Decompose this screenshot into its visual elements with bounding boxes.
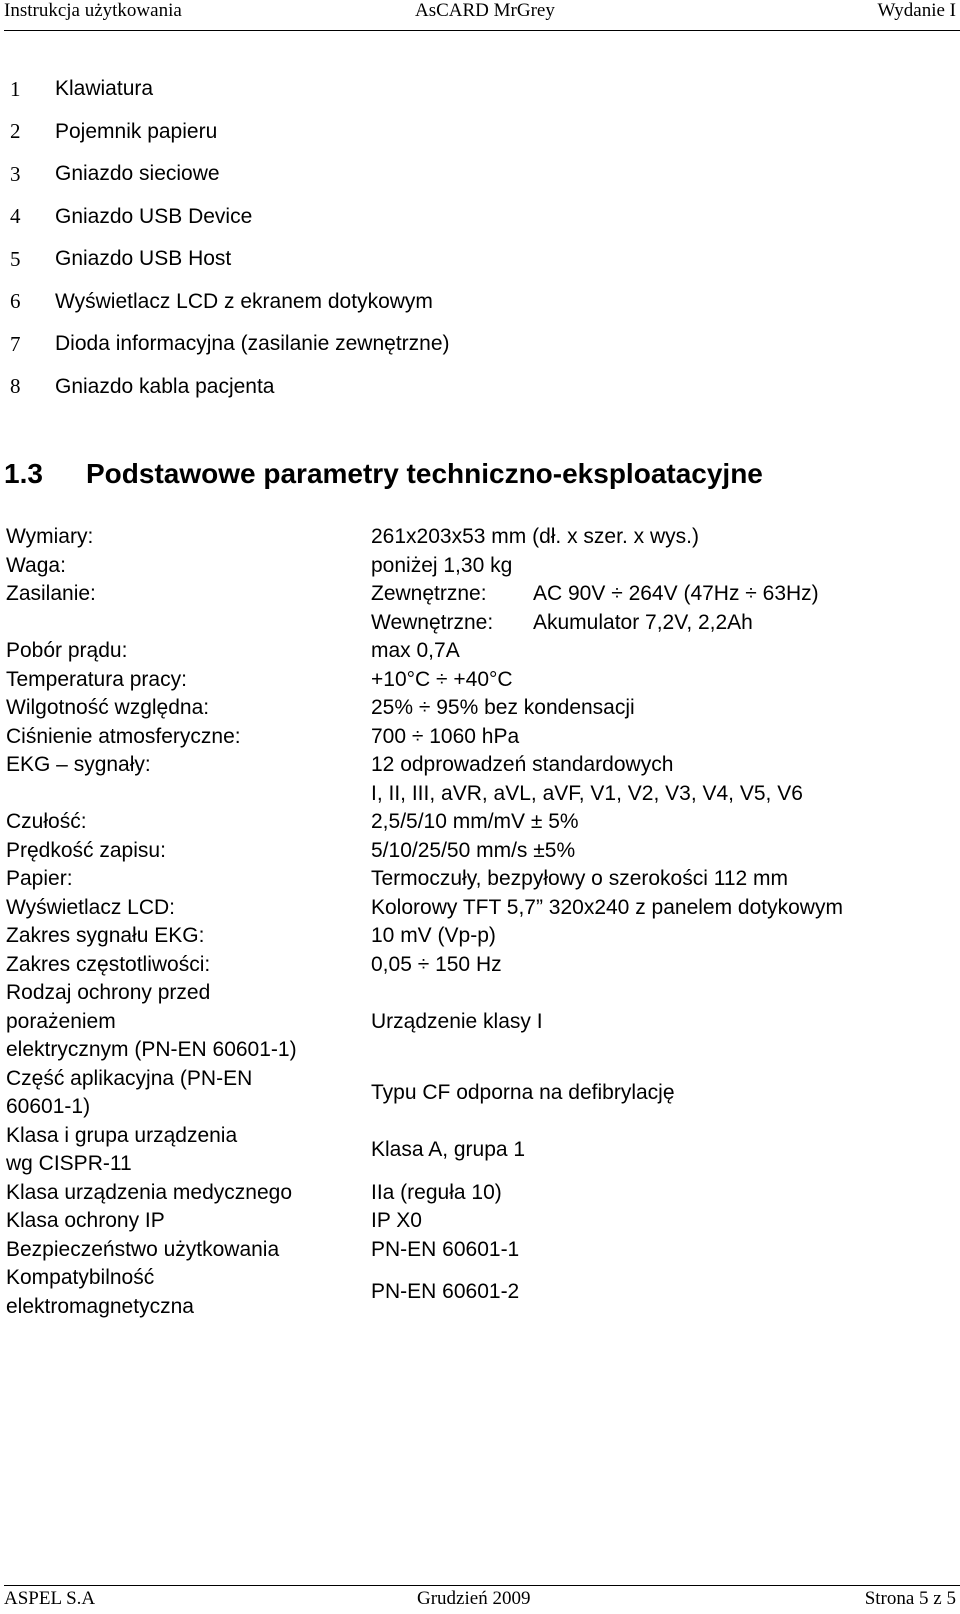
- param-row-pressure: [6, 723, 946, 752]
- param-row-ekg-range: [6, 922, 946, 951]
- param-label-line: wg CISPR-11: [6, 1152, 132, 1175]
- param-label: Waga:: [6, 553, 66, 577]
- param-value: 261x203x53 mm (dł. x szer. x wys.): [371, 525, 699, 548]
- param-value: max 0,7A: [371, 639, 460, 662]
- item-label: Gniazdo kabla pacjenta: [55, 374, 275, 398]
- param-label-line: Klasa i grupa urządzenia: [6, 1123, 238, 1147]
- param-row-safety: [6, 1236, 946, 1265]
- param-row-frequency-range: [6, 951, 946, 980]
- power-external-value: AC 90V ÷ 264V (47Hz ÷ 63Hz): [533, 582, 819, 605]
- item-number: 7: [10, 331, 21, 356]
- param-row-speed: [6, 837, 946, 866]
- power-internal-label: Wewnętrzne:: [371, 610, 494, 634]
- ekg-leads-list: I, II, III, aVR, aVL, aVF, V1, V2, V3, V4, V5, V6: [371, 781, 803, 805]
- item-number: 2: [10, 119, 21, 144]
- param-value: PN-EN 60601-1: [371, 1237, 520, 1261]
- ekg-leads-count: 12 odprowadzeń standardowych: [371, 753, 674, 776]
- param-label: Czułość:: [6, 810, 87, 833]
- param-value: 0,05 ÷ 150 Hz: [371, 952, 502, 976]
- param-label: Zakres sygnału EKG:: [6, 924, 205, 947]
- param-value: Typu CF odporna na defibrylację: [371, 1080, 675, 1104]
- param-row-sensitivity: [6, 808, 946, 837]
- param-value: PN-EN 60601-2: [371, 1280, 520, 1304]
- section-number: 1.3: [4, 458, 43, 489]
- footer-company: ASPEL S.A: [4, 1588, 96, 1609]
- param-row-current: [6, 637, 946, 666]
- param-label: Zakres częstotliwości:: [6, 952, 211, 976]
- param-row-paper: [6, 865, 946, 894]
- item-number: 6: [10, 289, 21, 314]
- header-edition: Wydanie I: [877, 0, 956, 21]
- param-row-ekg-signals: [6, 751, 946, 808]
- list-item: [10, 281, 450, 324]
- item-label: Pojemnik papieru: [55, 119, 218, 143]
- param-value: +10°C ÷ +40°C: [371, 667, 513, 691]
- power-internal-value: Akumulator 7,2V, 2,2Ah: [533, 610, 753, 634]
- param-value: 10 mV (Vp-p): [371, 924, 496, 947]
- list-item: [10, 68, 450, 111]
- list-item: [10, 323, 450, 366]
- section-heading: [4, 458, 763, 490]
- param-value: IIa (reguła 10): [371, 1180, 502, 1204]
- param-label: Klasa urządzenia medycznego: [6, 1180, 293, 1204]
- param-row-emc: [6, 1264, 946, 1321]
- param-label-line: elektromagnetyczna: [6, 1294, 194, 1318]
- param-row-dimensions: [6, 523, 946, 552]
- item-label: Gniazdo USB Device: [55, 204, 253, 228]
- item-label: Dioda informacyjna (zasilanie zewnętrzne): [55, 332, 450, 356]
- param-label: Papier:: [6, 867, 73, 890]
- param-label: Wyświetlacz LCD:: [6, 895, 176, 919]
- param-label-line: elektrycznym (PN-EN 60601-1): [6, 1038, 297, 1061]
- item-label: Wyświetlacz LCD z ekranem dotykowym: [55, 289, 433, 313]
- param-value: 5/10/25/50 mm/s ±5%: [371, 838, 576, 862]
- param-value: [371, 580, 946, 637]
- item-number: 4: [10, 204, 21, 229]
- item-label: Gniazdo USB Host: [55, 247, 232, 271]
- param-row-ip-class: [6, 1207, 946, 1236]
- list-item: [10, 366, 450, 409]
- param-label: [6, 1122, 371, 1179]
- param-label: [6, 1065, 371, 1122]
- item-label: Gniazdo sieciowe: [55, 162, 220, 186]
- param-value: Urządzenie klasy I: [371, 1009, 543, 1033]
- param-row-weight: [6, 552, 946, 581]
- param-label: Wymiary:: [6, 525, 94, 548]
- page-footer: [4, 1585, 960, 1614]
- header-product-name: AsCARD MrGrey: [415, 0, 555, 21]
- footer-date: Grudzień 2009: [417, 1588, 531, 1609]
- param-label: Klasa ochrony IP: [6, 1209, 165, 1232]
- param-label: Prędkość zapisu:: [6, 838, 166, 862]
- param-label-line: 60601-1): [6, 1095, 91, 1118]
- param-label: Bezpieczeństwo użytkowania: [6, 1237, 280, 1261]
- param-row-temperature: [6, 666, 946, 695]
- parameters-table: [6, 523, 946, 1321]
- param-row-shock-protection: [6, 979, 946, 1065]
- param-label: EKG – sygnały:: [6, 753, 151, 776]
- param-value: 25% ÷ 95% bez kondensacji: [371, 696, 635, 719]
- param-value: 2,5/5/10 mm/mV ± 5%: [371, 810, 579, 833]
- param-label: Zasilanie:: [6, 582, 96, 605]
- list-item: [10, 153, 450, 196]
- power-external-label: Zewnętrzne:: [371, 582, 487, 605]
- list-item: [10, 238, 450, 281]
- param-value: Kolorowy TFT 5,7” 320x240 z panelem dotykowym: [371, 895, 843, 919]
- param-value: 700 ÷ 1060 hPa: [371, 724, 520, 748]
- param-label: [6, 979, 371, 1065]
- param-label-line: Rodzaj ochrony przed: [6, 981, 211, 1004]
- param-label-line: porażeniem: [6, 1009, 116, 1033]
- header-doc-title: Instrukcja użytkowania: [4, 0, 182, 21]
- section-title: Podstawowe parametry techniczno-eksploatacyjne: [86, 458, 763, 489]
- param-value: IP X0: [371, 1209, 422, 1232]
- param-label-line: Część aplikacyjna (PN-EN: [6, 1066, 253, 1090]
- footer-page-number: Strona 5 z 5: [864, 1588, 956, 1609]
- list-item: [10, 111, 450, 154]
- page-header: [4, 0, 960, 31]
- item-number: 8: [10, 374, 21, 399]
- item-number: 5: [10, 246, 21, 271]
- param-value: [371, 751, 946, 808]
- item-number: 3: [10, 161, 21, 186]
- parts-list: [10, 68, 450, 408]
- item-number: 1: [10, 76, 21, 101]
- param-label-line: Kompatybilność: [6, 1266, 155, 1289]
- param-value: Klasa A, grupa 1: [371, 1137, 526, 1161]
- param-row-humidity: [6, 694, 946, 723]
- param-row-applied-part: [6, 1065, 946, 1122]
- param-value: poniżej 1,30 kg: [371, 553, 513, 577]
- param-row-medical-class: [6, 1179, 946, 1208]
- param-label: Pobór prądu:: [6, 639, 128, 662]
- param-label: Wilgotność względna:: [6, 696, 210, 719]
- param-label: [6, 1264, 371, 1321]
- param-row-power: [6, 580, 946, 637]
- param-label: Ciśnienie atmosferyczne:: [6, 724, 241, 748]
- param-label: Temperatura pracy:: [6, 667, 187, 691]
- param-row-cispr: [6, 1122, 946, 1179]
- item-label: Klawiatura: [55, 77, 154, 101]
- param-value: Termoczuły, bezpyłowy o szerokości 112 mm: [371, 867, 789, 890]
- list-item: [10, 196, 450, 239]
- param-row-lcd: [6, 894, 946, 923]
